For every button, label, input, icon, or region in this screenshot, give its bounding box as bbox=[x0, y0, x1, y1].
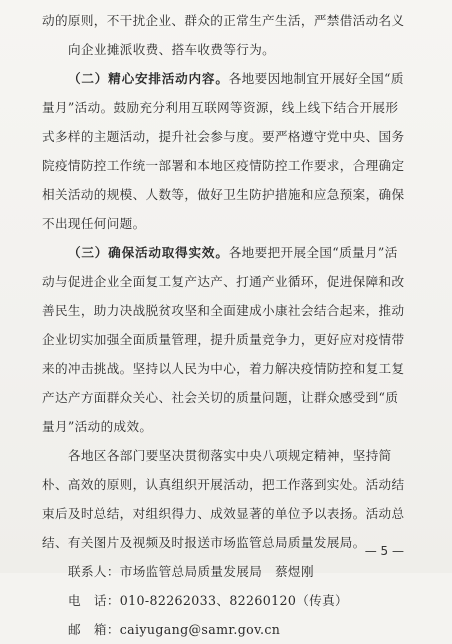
text-line: 来的冲击挑战。坚持以人民为中心，着力解决疫情防控和复工复 bbox=[42, 361, 405, 376]
section-heading: （二）精心安排活动内容。 bbox=[68, 71, 229, 86]
paragraph-first-line bbox=[42, 238, 426, 267]
text-line: 式多样的主题活动，提升社会参与度。要严格遵守党中央、国务 bbox=[42, 129, 405, 144]
text-line: 束后及时总结，对组织得力、成效显著的单位予以表扬。活动总 bbox=[42, 506, 405, 521]
section-heading: （三）确保活动取得实效。 bbox=[68, 245, 229, 260]
text-line: 量月”活动的成效。 bbox=[42, 419, 153, 434]
text-line: 量月”活动。鼓励充分利用互联网等资源，线上线下结合开展形 bbox=[42, 100, 399, 115]
text-line: 企业切实加强全面质量管理，提升质量竞争力，更好应对疫情带 bbox=[42, 332, 405, 347]
text-line: 向企业摊派收费、搭车收费等行为。 bbox=[68, 42, 276, 57]
text-line: 院疫情防控工作统一部署和本地区疫情防控工作要求，合理确定 bbox=[42, 158, 405, 173]
text-line: 动的原则，不干扰企业、群众的正常生产生活，严禁借活动名义 bbox=[42, 13, 405, 28]
paragraph-first-line bbox=[42, 64, 426, 93]
page-number: — 5 — bbox=[364, 544, 404, 558]
text-line: 善民生，助力决战脱贫攻坚和全面建成小康社会结合起来，推动 bbox=[42, 303, 405, 318]
text-line: 产达产方面群众关心、社会关切的质量问题，让群众感受到“质 bbox=[42, 390, 399, 405]
text-run: 各地要因地制宜开展好全国“质 bbox=[228, 71, 404, 86]
text-line: 动与促进企业全面复工复产达产、打通产业循环，促进保障和改 bbox=[42, 274, 405, 289]
contact-email-value: caiyugang@samr.gov.cn bbox=[119, 622, 281, 637]
contact-person bbox=[42, 557, 426, 586]
contact-person-label: 联系人： bbox=[68, 564, 120, 579]
text-line: 各地区各部门要坚决贯彻落实中央八项规定精神，坚持简 bbox=[68, 448, 392, 463]
text-line: 不出现任何问题。 bbox=[42, 216, 146, 231]
contact-phone-value: 010-82262033、82260120（传真） bbox=[119, 593, 348, 608]
contact-email-label: 邮 箱： bbox=[68, 622, 120, 637]
contact-phone-label: 电 话： bbox=[68, 593, 120, 608]
text-line: 相关活动的规模、人数等，做好卫生防护措施和应急预案，确保 bbox=[42, 187, 405, 202]
text-line: 结、有关图片及视频及时报送市场监管总局质量发展局。 bbox=[42, 535, 366, 550]
contact-person-value: 市场监管总局质量发展局 蔡煜刚 bbox=[119, 564, 314, 579]
text-run: 各地要把开展全国“质量月”活 bbox=[228, 245, 398, 260]
contact-phone bbox=[42, 586, 426, 615]
contact-email bbox=[42, 615, 426, 644]
text-line: 朴、高效的原则，认真组织开展活动，把工作落到实处。活动结 bbox=[42, 477, 405, 492]
